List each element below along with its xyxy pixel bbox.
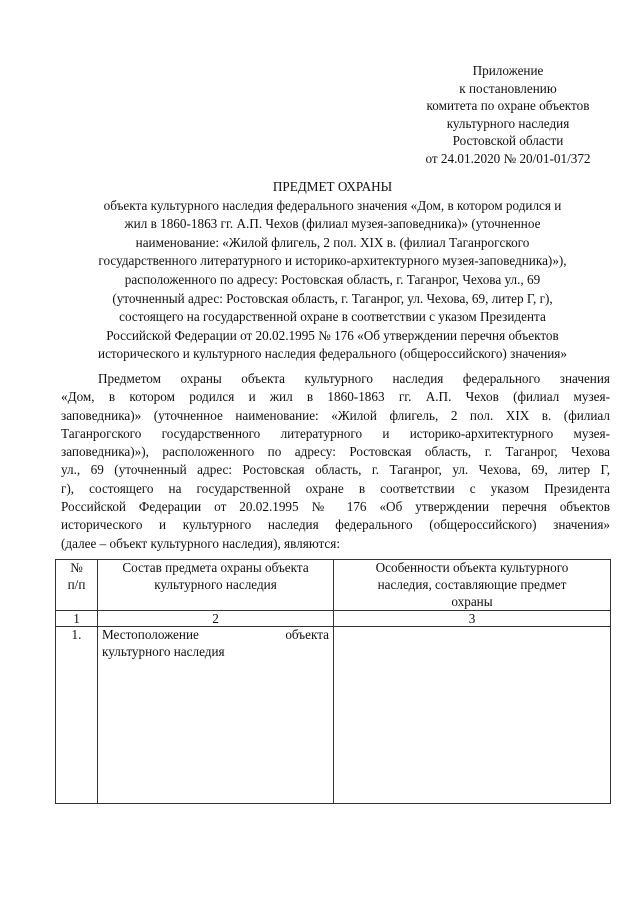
paragraph-line: г), состоящего на государственной охране в соответствии с указом Президента (61, 480, 610, 496)
column-number-cell: 3 (334, 611, 611, 627)
header-cell-number: № п/п (56, 560, 98, 611)
paragraph-line: Предметом охраны объекта культурного наследия федерального значения (98, 371, 610, 386)
subject-line: наименование: «Жилой флигель, 2 пол. XIX в. (филиал Таганрогского (135, 234, 530, 250)
column-number-cell: 1 (56, 611, 98, 627)
paragraph-line: (далее – объект культурного наследия), являются: (61, 535, 341, 551)
document-title: ПРЕДМЕТ ОХРАНЫ (272, 179, 393, 194)
subject-line: жил в 1860-1863 гг. А.П. Чехов (филиал музея-заповедника)» (уточненное (124, 216, 541, 232)
appendix-line: культурного наследия (446, 115, 570, 131)
subject-line: (уточненный адрес: Ростовская область, г. Таганрог, ул. Чехова, 69, литер Г, г), (112, 290, 553, 306)
subject-line: объекта культурного наследия федерального значения «Дом, в котором родился и (103, 197, 562, 213)
paragraph-line: исторического и культурного наследия федерального (общероссийского) значения» (61, 517, 610, 533)
table-header-row (56, 560, 611, 611)
subject-line: расположенного по адресу: Ростовская область, г. Таганрог, Чехова ул., 69 (124, 271, 541, 287)
table-column-numbers-row (56, 611, 611, 627)
paragraph-line: заповедника)»), расположенного по адресу: Ростовская область, г. Таганрог, Чехова (61, 444, 610, 460)
appendix-line: Приложение (472, 63, 544, 78)
column-number-cell: 2 (98, 611, 334, 627)
subject-line: Российской Федерации от 20.02.1995 № 176 «Об утверждении перечня объектов (106, 327, 559, 343)
appendix-date-line: от 24.01.2020 № 20/01-01/372 (425, 150, 591, 166)
paragraph-line: Таганрогского государственного литературного и историко-архитектурного музея- (61, 425, 610, 441)
features-cell (334, 627, 611, 804)
paragraph-line: ул., 69 (уточненный адрес: Ростовская область, г. Таганрог, ул. Чехова, 69, литер Г, (61, 462, 610, 478)
paragraph-line: Российской Федерации от 20.02.1995 № 176 «Об утверждении перечня объектов (61, 499, 610, 515)
header-cell-composition: Состав предмета охраны объекта культурного наследия (98, 560, 334, 611)
appendix-line: к постановлению (459, 80, 557, 96)
row-number-cell: 1. (56, 627, 98, 804)
subject-line: состоящего на государственной охране в соответствии с указом Президента (119, 309, 546, 325)
subject-line: исторического и культурного наследия федерального (общероссийского) значения» (98, 346, 567, 362)
composition-cell: Местоположение объекта культурного наследия (98, 627, 334, 804)
table-row (56, 627, 611, 804)
appendix-block (402, 62, 614, 168)
subject-line: государственного литературного и историко-архитектурного музея-заповедника)»), (98, 253, 567, 269)
subject-heading-block (55, 178, 610, 364)
protection-subject-table (55, 559, 611, 804)
paragraph-line: «Дом, в котором родился и жил в 1860-1863 гг. А.П. Чехов (филиал музея- (61, 389, 610, 405)
paragraph-line: заповедника)» (уточненное наименование: «Жилой флигель, 2 пол. XIX в. (филиал (61, 407, 610, 423)
appendix-line: Ростовской области (452, 133, 564, 149)
body-paragraph (61, 370, 610, 553)
appendix-line: комитета по охране объектов (426, 98, 590, 114)
header-cell-features: Особенности объекта культурного наследия, составляющие предмет охраны (334, 560, 611, 611)
